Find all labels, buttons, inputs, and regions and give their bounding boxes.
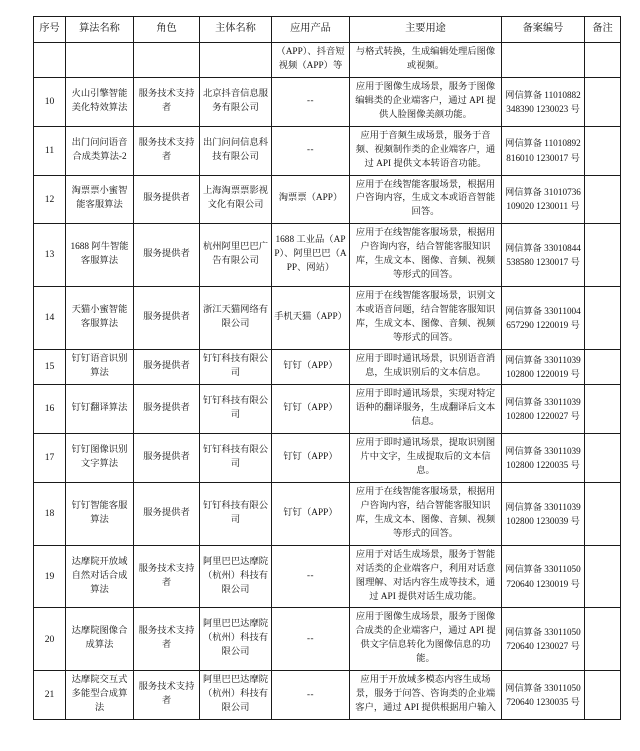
cell-remark — [585, 175, 621, 224]
cell-remark — [585, 545, 621, 608]
cell-filing-number: 网信算备 33011050720640 1230019 号 — [502, 545, 585, 608]
cell-main-purpose: 应用于即时通讯场景，识别语音消息，生成识别后的文本信息。 — [350, 349, 502, 385]
cell-algorithm-name: 1688 阿牛智能客服算法 — [66, 224, 134, 287]
cell-algorithm-name: 钉钉图像识别文字算法 — [66, 434, 134, 483]
cell-seq: 16 — [34, 385, 66, 434]
table-row — [34, 671, 621, 720]
table-row — [34, 43, 621, 78]
cell-remark — [585, 434, 621, 483]
cell-entity-name: 钉钉科技有限公司 — [200, 434, 272, 483]
table-row — [34, 287, 621, 350]
table-row — [34, 126, 621, 175]
cell-role: 服务技术支持者 — [134, 671, 200, 720]
cell-main-purpose: 应用于图像生成场景，服务于图像合成类的企业端客户，通过 API 提供文字信息转化为图像信息的功能。 — [350, 608, 502, 671]
table-row — [34, 482, 621, 545]
algorithm-filing-table — [33, 16, 621, 720]
column-header-name: 算法名称 — [66, 17, 134, 43]
cell-seq: 10 — [34, 77, 66, 126]
table-row — [34, 77, 621, 126]
cell-filing-number: 网信算备 31010736109020 1230011 号 — [502, 175, 585, 224]
cell-filing-number: 网信算备 33011039102800 1230039 号 — [502, 482, 585, 545]
column-header-entity: 主体名称 — [200, 17, 272, 43]
cell-entity-name: 阿里巴巴达摩院（杭州）科技有限公司 — [200, 671, 272, 720]
column-header-seq: 序号 — [34, 17, 66, 43]
cell-application-product: 淘票票（APP） — [272, 175, 350, 224]
cell-role: 服务提供者 — [134, 287, 200, 350]
cell-algorithm-name: 钉钉语音识别算法 — [66, 349, 134, 385]
cell-algorithm-name: 天猫小蜜智能客服算法 — [66, 287, 134, 350]
cell-remark — [585, 671, 621, 720]
cell-algorithm-name: 出门问问语音合成类算法-2 — [66, 126, 134, 175]
cell-filing-number: 网信算备 33011039102800 1220035 号 — [502, 434, 585, 483]
cell-role: 服务技术支持者 — [134, 608, 200, 671]
column-header-remark: 备注 — [585, 17, 621, 43]
cell-main-purpose: 应用于对话生成场景，服务于智能对话类的企业端客户，利用对话意图理解、对话内容生成等技术，通过 API 提供对话生成功能。 — [350, 545, 502, 608]
cell-seq — [34, 43, 66, 78]
cell-entity-name: 钉钉科技有限公司 — [200, 349, 272, 385]
cell-entity-name: 钉钉科技有限公司 — [200, 385, 272, 434]
column-header-purpose: 主要用途 — [350, 17, 502, 43]
column-header-product: 应用产品 — [272, 17, 350, 43]
table-row — [34, 545, 621, 608]
cell-main-purpose: 应用于即时通讯场景，实现对特定语种的翻译服务，生成翻译后文本信息。 — [350, 385, 502, 434]
cell-role: 服务提供者 — [134, 385, 200, 434]
cell-role — [134, 43, 200, 78]
cell-algorithm-name: 达摩院交互式多能型合成算法 — [66, 671, 134, 720]
cell-algorithm-name: 钉钉智能客服算法 — [66, 482, 134, 545]
cell-application-product: 钉钉（APP） — [272, 385, 350, 434]
cell-role: 服务提供者 — [134, 482, 200, 545]
cell-seq: 14 — [34, 287, 66, 350]
cell-seq: 21 — [34, 671, 66, 720]
cell-seq: 18 — [34, 482, 66, 545]
cell-entity-name: 阿里巴巴达摩院（杭州）科技有限公司 — [200, 608, 272, 671]
table-row — [34, 175, 621, 224]
cell-algorithm-name: 火山引擎智能美化特效算法 — [66, 77, 134, 126]
cell-filing-number — [502, 43, 585, 78]
table-row — [34, 224, 621, 287]
cell-seq: 13 — [34, 224, 66, 287]
cell-seq: 17 — [34, 434, 66, 483]
cell-main-purpose: 应用于音频生成场景，服务于音频、视频制作类的企业端客户，通过 API 提供文本转语音功能。 — [350, 126, 502, 175]
cell-entity-name: 钉钉科技有限公司 — [200, 482, 272, 545]
table-header-row — [34, 17, 621, 43]
cell-entity-name: 出门问问信息科技有限公司 — [200, 126, 272, 175]
cell-main-purpose: 应用于在线智能客服场景，根据用户咨询内容，生成文本或语音智能回答。 — [350, 175, 502, 224]
cell-application-product: 钉钉（APP） — [272, 434, 350, 483]
table-row — [34, 608, 621, 671]
cell-seq: 19 — [34, 545, 66, 608]
cell-remark — [585, 385, 621, 434]
cell-remark — [585, 224, 621, 287]
cell-filing-number: 网信算备 33011050720640 1230035 号 — [502, 671, 585, 720]
cell-application-product: -- — [272, 671, 350, 720]
cell-seq: 12 — [34, 175, 66, 224]
cell-filing-number: 网信算备 33011004657290 1220019 号 — [502, 287, 585, 350]
table-row — [34, 349, 621, 385]
cell-main-purpose: 应用于开放域多模态内容生成场景，服务于问答、咨询类的企业端客户，通过 API 提供根据用户输入 — [350, 671, 502, 720]
cell-remark — [585, 608, 621, 671]
cell-application-product: -- — [272, 608, 350, 671]
cell-main-purpose: 应用于在线智能客服场景，识别文本或语音问题，结合智能客服知识库，生成文本、图像、音频、视频等形式的回答。 — [350, 287, 502, 350]
cell-entity-name: 浙江天猫网络有限公司 — [200, 287, 272, 350]
cell-main-purpose: 应用于即时通讯场景，提取识别图片中文字，生成提取后的文本信息。 — [350, 434, 502, 483]
cell-filing-number: 网信算备 33011039102800 1220027 号 — [502, 385, 585, 434]
cell-entity-name: 阿里巴巴达摩院（杭州）科技有限公司 — [200, 545, 272, 608]
column-header-regno: 备案编号 — [502, 17, 585, 43]
cell-role: 服务提供者 — [134, 175, 200, 224]
cell-role: 服务提供者 — [134, 434, 200, 483]
cell-main-purpose: 应用于在线智能客服场景，根据用户咨询内容，结合智能客服知识库，生成文本、图像、音频、视频等形式的回答。 — [350, 482, 502, 545]
cell-main-purpose: 应用于在线智能客服场景，根据用户咨询内容，结合智能客服知识库，生成文本、图像、音频、视频等形式的回答。 — [350, 224, 502, 287]
cell-seq: 11 — [34, 126, 66, 175]
cell-application-product: 1688 工业品（APP）、阿里巴巴（APP、网站） — [272, 224, 350, 287]
cell-entity-name — [200, 43, 272, 78]
table-row — [34, 385, 621, 434]
cell-remark — [585, 349, 621, 385]
cell-algorithm-name: 淘票票小蜜智能客服算法 — [66, 175, 134, 224]
cell-remark — [585, 482, 621, 545]
cell-seq: 15 — [34, 349, 66, 385]
cell-application-product: （APP）、抖音短视频（APP）等 — [272, 43, 350, 78]
table-row — [34, 434, 621, 483]
cell-role: 服务技术支持者 — [134, 126, 200, 175]
cell-role: 服务技术支持者 — [134, 77, 200, 126]
cell-filing-number: 网信算备 11010892816010 1230017 号 — [502, 126, 585, 175]
cell-application-product: 钉钉（APP） — [272, 349, 350, 385]
table-body — [34, 43, 621, 720]
cell-application-product: -- — [272, 77, 350, 126]
cell-main-purpose: 应用于图像生成场景，服务于图像编辑类的企业端客户，通过 API 提供人脸图像美颜功能。 — [350, 77, 502, 126]
cell-application-product: 钉钉（APP） — [272, 482, 350, 545]
cell-role: 服务提供者 — [134, 224, 200, 287]
cell-entity-name: 北京抖音信息服务有限公司 — [200, 77, 272, 126]
cell-filing-number: 网信算备 11010882348390 1230023 号 — [502, 77, 585, 126]
cell-application-product: 手机天猫（APP） — [272, 287, 350, 350]
cell-entity-name: 杭州阿里巴巴广告有限公司 — [200, 224, 272, 287]
cell-filing-number: 网信算备 33011050720640 1230027 号 — [502, 608, 585, 671]
cell-seq: 20 — [34, 608, 66, 671]
cell-remark — [585, 43, 621, 78]
cell-filing-number: 网信算备 33010844538580 1230017 号 — [502, 224, 585, 287]
cell-algorithm-name — [66, 43, 134, 78]
cell-filing-number: 网信算备 33011039102800 1220019 号 — [502, 349, 585, 385]
cell-role: 服务提供者 — [134, 349, 200, 385]
cell-application-product: -- — [272, 545, 350, 608]
cell-remark — [585, 126, 621, 175]
cell-algorithm-name: 达摩院开放域自然对话合成算法 — [66, 545, 134, 608]
cell-application-product: -- — [272, 126, 350, 175]
cell-remark — [585, 287, 621, 350]
cell-algorithm-name: 达摩院图像合成算法 — [66, 608, 134, 671]
cell-entity-name: 上海淘票票影视文化有限公司 — [200, 175, 272, 224]
column-header-role: 角色 — [134, 17, 200, 43]
cell-algorithm-name: 钉钉翻译算法 — [66, 385, 134, 434]
cell-main-purpose: 与格式转换，生成编辑处理后图像或视频。 — [350, 43, 502, 78]
cell-remark — [585, 77, 621, 126]
cell-role: 服务技术支持者 — [134, 545, 200, 608]
table-header — [34, 17, 621, 43]
